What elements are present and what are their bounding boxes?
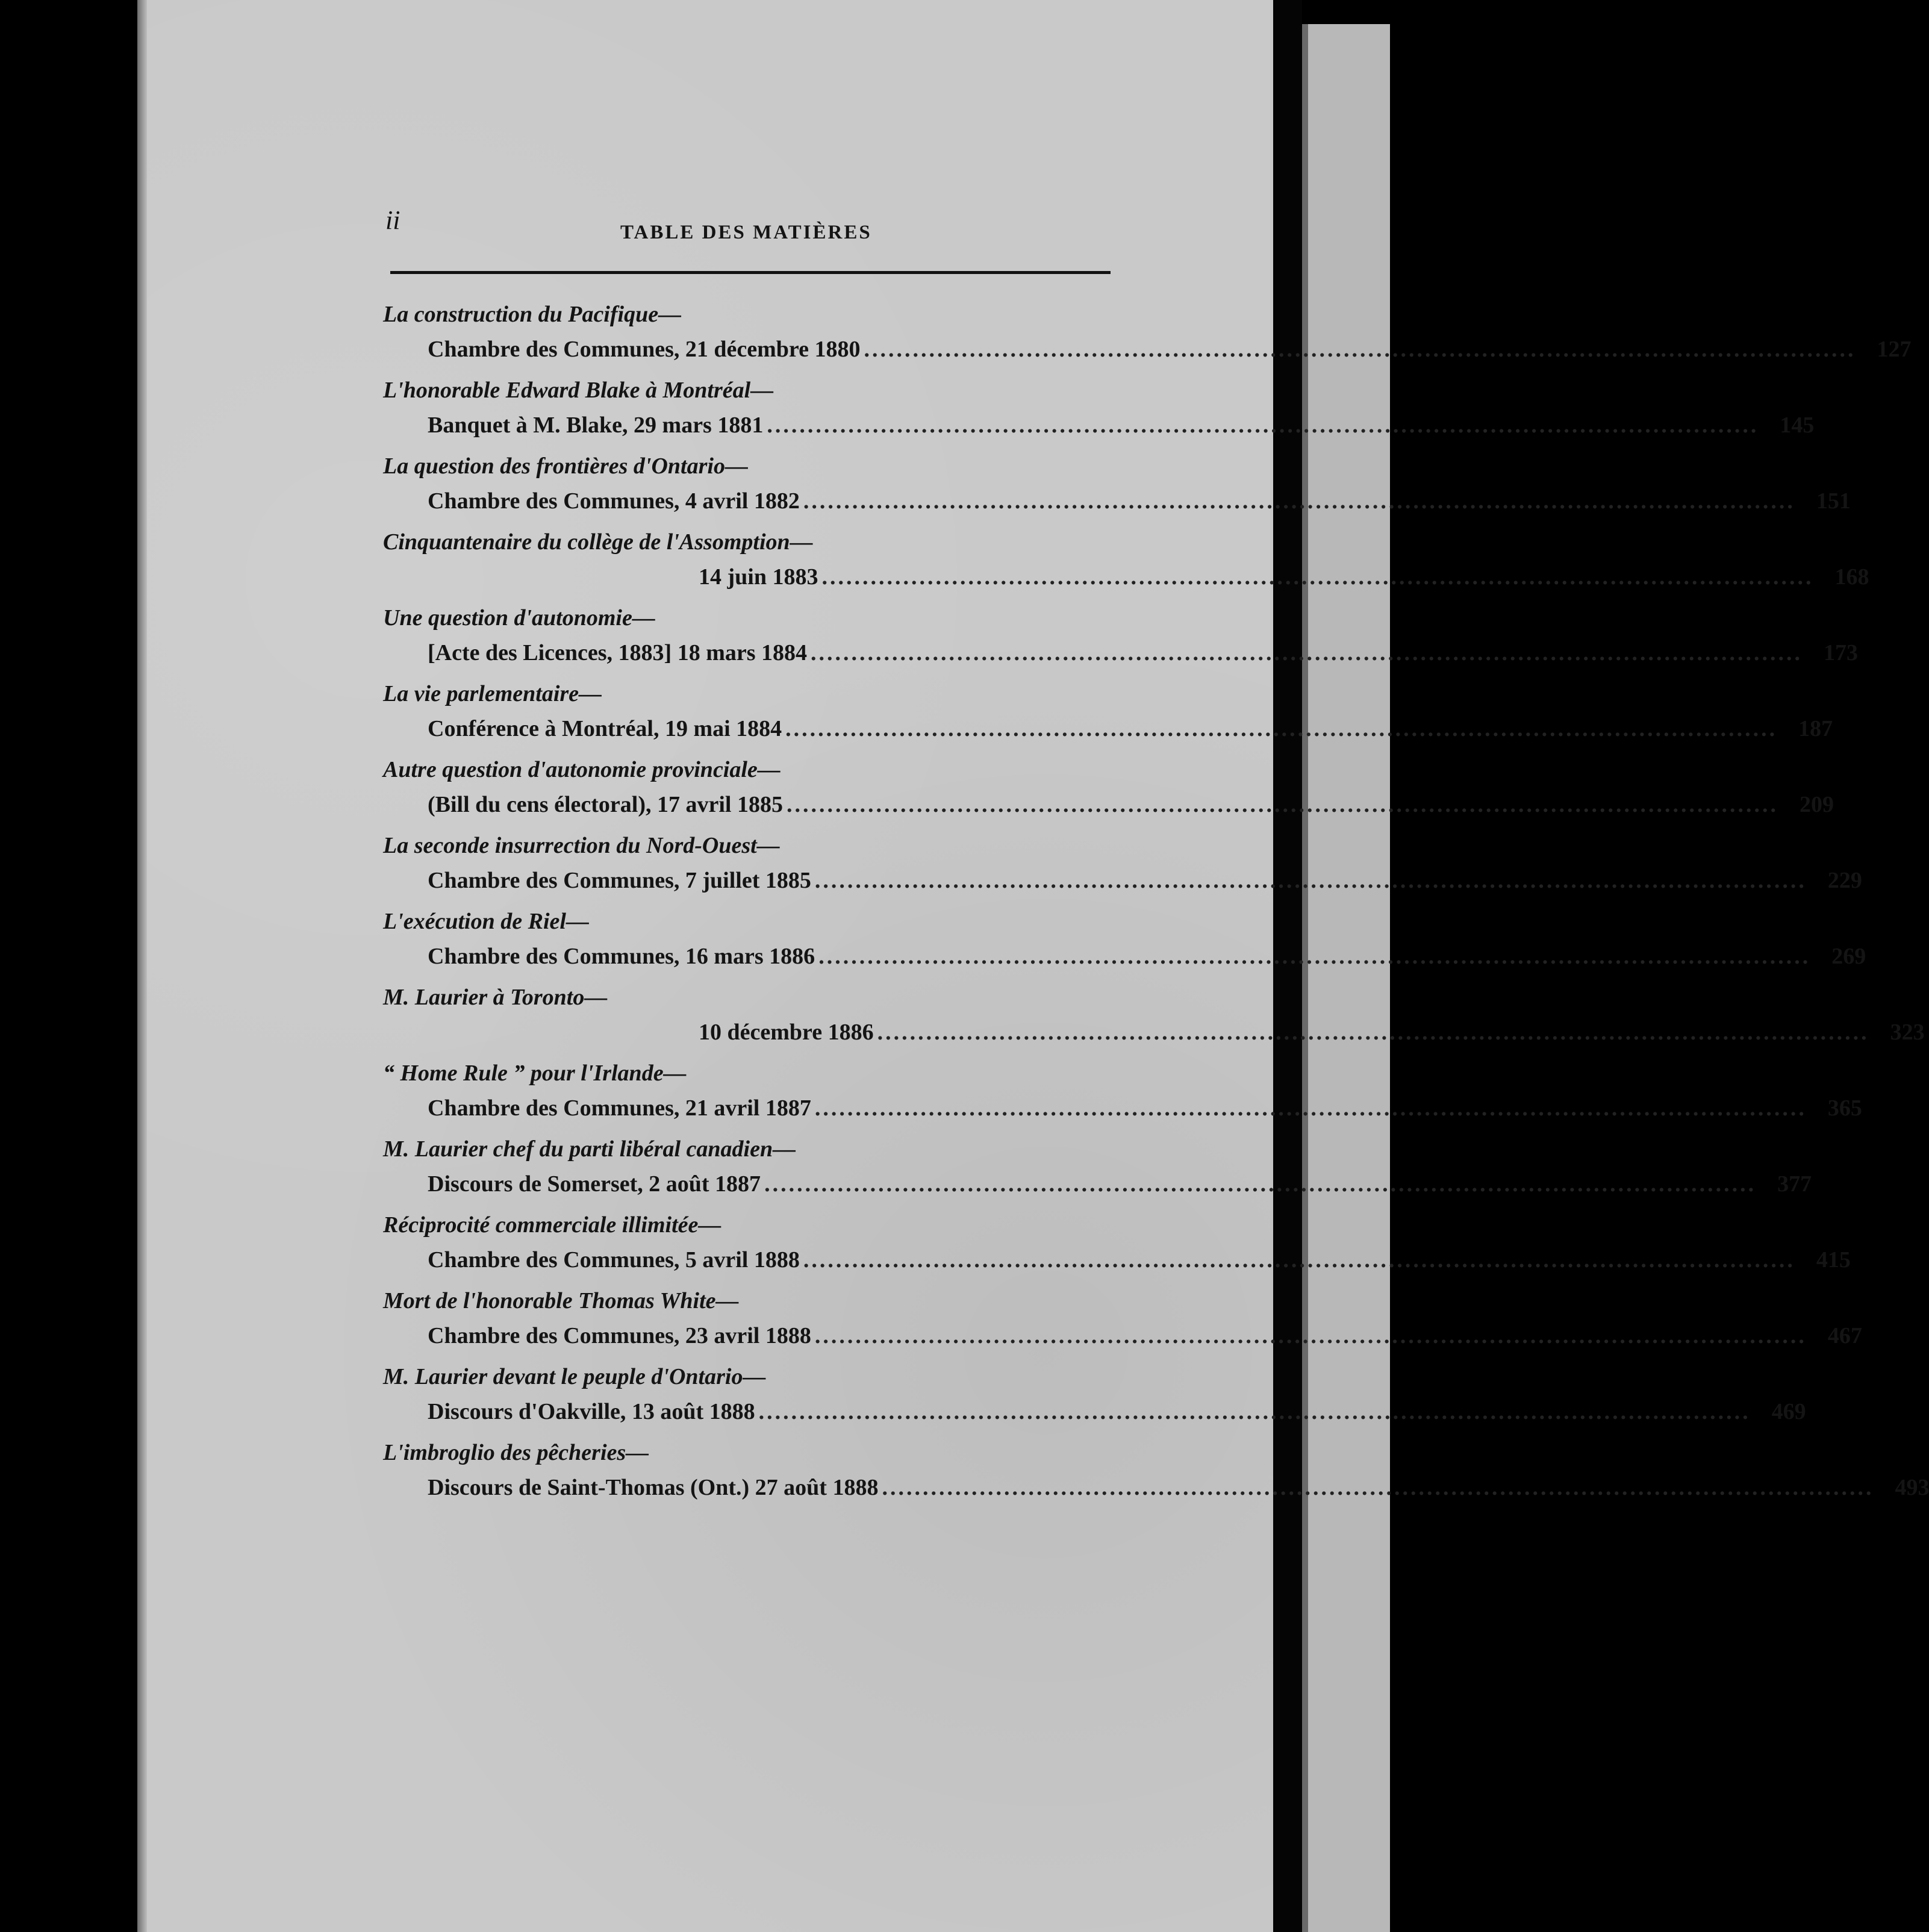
dot-leader: .......................................................................................................................... xyxy=(764,1171,1757,1197)
toc-entry xyxy=(361,752,1834,827)
toc-entry-description: Chambre des Communes, 21 décembre 1880 xyxy=(428,337,861,362)
toc-entry-title: M. Laurier à Toronto— xyxy=(383,985,608,1010)
toc-entry-title: La question des frontières d'Ontario— xyxy=(383,453,748,479)
toc-entry-line xyxy=(428,488,1851,514)
toc-entry-description: Discours de Somerset, 2 août 1887 xyxy=(428,1171,761,1197)
dot-leader: .......................................................................................................................... xyxy=(786,792,1778,817)
dot-leader: .......................................................................................................................... xyxy=(811,640,1803,665)
toc-entry-line xyxy=(428,715,1833,742)
toc-entry xyxy=(361,827,1862,903)
toc-entry-description: 14 juin 1883 xyxy=(699,564,818,590)
toc-entry xyxy=(361,903,1866,979)
toc-entry-title: M. Laurier devant le peuple d'Ontario— xyxy=(383,1364,766,1389)
toc-entry xyxy=(361,448,1851,524)
dot-leader: .......................................................................................................................... xyxy=(767,413,1759,438)
dot-leader: .......................................................................................................................... xyxy=(864,337,1856,362)
toc-entry-page: 187 xyxy=(1798,716,1833,741)
toc-entry-title: Autre question d'autonomie provinciale— xyxy=(383,757,781,782)
dot-leader: .......................................................................................................................... xyxy=(882,1475,1874,1500)
toc-entry-description: Discours de Saint-Thomas (Ont.) 27 août 1888 xyxy=(428,1475,879,1500)
toc-entry-description: Chambre des Communes, 16 mars 1886 xyxy=(428,944,815,969)
toc-entry-page: 323 xyxy=(1890,1020,1925,1045)
toc-entry-description: Chambre des Communes, 5 avril 1888 xyxy=(428,1247,800,1273)
toc-entry-page: 415 xyxy=(1816,1247,1851,1273)
toc-entry-page: 377 xyxy=(1777,1171,1812,1197)
dot-leader: .......................................................................................................................... xyxy=(785,716,1778,741)
dot-leader: .......................................................................................................................... xyxy=(803,1247,1795,1273)
toc-entry-title: La vie parlementaire— xyxy=(383,681,602,706)
dot-leader: .......................................................................................................................... xyxy=(821,564,1814,590)
toc-entry-description: Discours d'Oakville, 13 août 1888 xyxy=(428,1399,755,1424)
toc-entry xyxy=(361,296,1912,372)
dot-leader: .......................................................................................................................... xyxy=(814,868,1807,893)
toc-entry-title: Réciprocité commerciale illimitée— xyxy=(383,1212,721,1238)
toc-entry-line xyxy=(699,564,1869,590)
toc-entry-line xyxy=(428,1323,1862,1349)
toc-entry-description: Chambre des Communes, 23 avril 1888 xyxy=(428,1323,811,1348)
toc-entry xyxy=(361,1435,1929,1510)
toc-entry-line xyxy=(428,412,1815,438)
toc-entry-title: L'exécution de Riel— xyxy=(383,909,589,934)
toc-entry xyxy=(361,979,1925,1055)
toc-entry xyxy=(361,1131,1812,1207)
dot-leader: .......................................................................................................................... xyxy=(814,1095,1807,1121)
toc-entry-line xyxy=(428,943,1866,970)
dot-leader: .......................................................................................................................... xyxy=(877,1020,1869,1045)
toc-entry-title: L'imbroglio des pêcheries— xyxy=(383,1440,649,1465)
facing-page xyxy=(1302,24,1390,1932)
toc-entry xyxy=(361,524,1869,600)
toc-entry-title: La construction du Pacifique— xyxy=(383,302,682,327)
toc-entry-description: Chambre des Communes, 4 avril 1882 xyxy=(428,488,800,514)
table-of-contents xyxy=(361,296,1929,1510)
page-edge-shadow xyxy=(137,0,147,1932)
toc-entry-page: 493 xyxy=(1895,1475,1929,1500)
page-number: ii xyxy=(385,205,400,235)
toc-entry-description: (Bill du cens électoral), 17 avril 1885 xyxy=(428,792,783,817)
toc-entry-description: 10 décembre 1886 xyxy=(699,1020,874,1045)
toc-entry-page: 127 xyxy=(1877,337,1912,362)
toc-entry-line xyxy=(428,640,1859,666)
toc-entry-line xyxy=(428,867,1862,894)
toc-entry-line xyxy=(428,1247,1851,1273)
toc-entry-description: Chambre des Communes, 7 juillet 1885 xyxy=(428,868,811,893)
toc-entry xyxy=(361,1055,1862,1131)
toc-entry-line xyxy=(428,1474,1929,1501)
facing-page-edge xyxy=(1302,24,1308,1932)
toc-entry-page: 469 xyxy=(1771,1399,1806,1424)
dot-leader: .......................................................................................................................... xyxy=(814,1323,1807,1348)
toc-entry-line xyxy=(428,1095,1862,1121)
toc-entry-page: 173 xyxy=(1824,640,1859,665)
toc-entry xyxy=(361,600,1859,676)
toc-entry-title: Cinquantenaire du collège de l'Assomption— xyxy=(383,529,813,555)
toc-entry-page: 467 xyxy=(1827,1323,1862,1348)
dot-leader: .......................................................................................................................... xyxy=(803,488,1795,514)
toc-entry xyxy=(361,372,1815,448)
toc-entry-description: [Acte des Licences, 1883] 18 mars 1884 xyxy=(428,640,808,665)
toc-entry-line xyxy=(428,1398,1806,1425)
toc-entry-description: Chambre des Communes, 21 avril 1887 xyxy=(428,1095,811,1121)
toc-entry-line xyxy=(428,1171,1812,1197)
toc-entry-page: 365 xyxy=(1827,1095,1862,1121)
dot-leader: .......................................................................................................................... xyxy=(818,944,1811,969)
toc-entry xyxy=(361,676,1833,752)
toc-entry-page: 229 xyxy=(1827,868,1862,893)
toc-entry-page: 151 xyxy=(1816,488,1851,514)
header-rule xyxy=(390,271,1111,274)
toc-entry-page: 168 xyxy=(1834,564,1869,590)
toc-entry-title: L'honorable Edward Blake à Montréal— xyxy=(383,378,774,403)
toc-entry-title: M. Laurier chef du parti libéral canadien— xyxy=(383,1136,796,1162)
toc-entry xyxy=(361,1207,1851,1283)
toc-entry-description: Conférence à Montréal, 19 mai 1884 xyxy=(428,716,782,741)
toc-entry-line xyxy=(428,336,1912,363)
toc-entry-description: Banquet à M. Blake, 29 mars 1881 xyxy=(428,413,764,438)
toc-entry-page: 209 xyxy=(1799,792,1834,817)
dot-leader: .......................................................................................................................... xyxy=(758,1399,1751,1424)
running-head-title: TABLE DES MATIÈRES xyxy=(620,222,872,243)
toc-entry-title: “ Home Rule ” pour l'Irlande— xyxy=(383,1061,687,1086)
toc-entry-title: Mort de l'honorable Thomas White— xyxy=(383,1288,739,1313)
toc-entry-line xyxy=(428,791,1834,818)
toc-entry xyxy=(361,1359,1806,1435)
toc-entry-title: Une question d'autonomie— xyxy=(383,605,655,631)
toc-entry-title: La seconde insurrection du Nord-Ouest— xyxy=(383,833,780,858)
toc-entry-page: 145 xyxy=(1780,413,1815,438)
toc-entry xyxy=(361,1283,1862,1359)
toc-entry-page: 269 xyxy=(1831,944,1866,969)
toc-entry-line xyxy=(699,1019,1925,1045)
